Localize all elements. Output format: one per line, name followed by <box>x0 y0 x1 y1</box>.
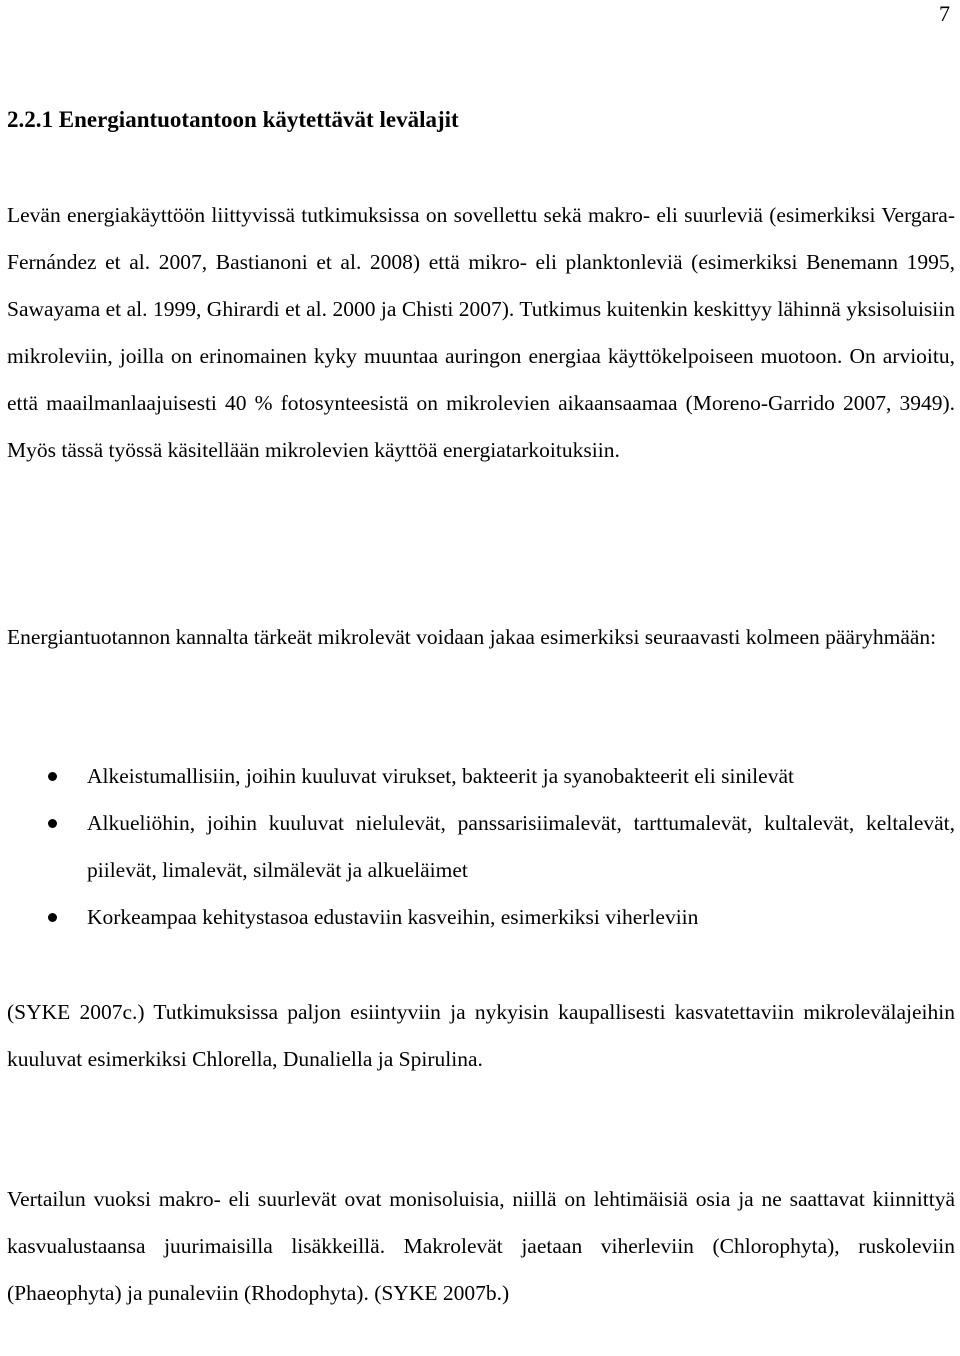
section-heading: 2.2.1 Energiantuotantoon käytettävät levälajit <box>7 107 459 132</box>
list-item <box>0 800 955 894</box>
bullet-icon <box>48 913 57 922</box>
bullet-icon <box>48 819 57 828</box>
paragraph-species: (SYKE 2007c.) Tutkimuksissa paljon esiintyviin ja nykyisin kaupallisesti kasvatettaviin mikrolevälajeihin kuuluvat esimerkiksi Chlorella, Dunaliella ja Spirulina. <box>7 1000 955 1071</box>
paragraph-macroalgae: Vertailun vuoksi makro- eli suurlevät ovat monisoluisia, niillä on lehtimäisiä osia ja ne saattavat kiinnittyä kasvualustaansa juurimaisilla lisäkkeillä. Makrolevät jaetaan viherleviin (Chlorophyta), ruskoleviin (Phaeophyta) ja punaleviin (Rhodophyta). (SYKE 2007b.) <box>7 1187 955 1305</box>
page-number: 7 <box>939 1 950 26</box>
list-item-text: Alkueliöhin, joihin kuuluvat nielulevät, panssarisiimalevät, tarttumalevät, kultalevät, keltalevät, piilevät, limalevät, silmälevät ja alkueläimet <box>87 811 955 882</box>
bullet-icon <box>48 772 57 781</box>
microalgae-group-list <box>0 753 955 941</box>
list-item-text: Korkeampaa kehitystasoa edustaviin kasveihin, esimerkiksi viherleviin <box>87 905 699 929</box>
list-item <box>0 753 955 800</box>
paragraph-intro: Levän energiakäyttöön liittyvissä tutkimuksissa on sovellettu sekä makro- eli suurleviä (esimerkiksi Vergara-Fernández et al. 2007, Bastianoni et al. 2008) että mikro- eli planktonleviä (esimerkiksi Benemann 1995, Sawayama et al. 1999, Ghirardi et al. 2000 ja Chisti 2007). Tutkimus kuitenkin keskittyy lähinnä yksisoluisiin mikroleviin, joilla on erinomainen kyky muuntaa auringon energiaa käyttökelpoiseen muotoon. On arvioitu, että maailmanlaajuisesti 40 % fotosynteesistä on mikrolevien aikaansaamaa (Moreno-Garrido 2007, 3949). Myös tässä työssä käsitellään mikrolevien käyttöä energiatarkoituksiin. <box>7 203 955 462</box>
paragraph-groups-intro: Energiantuotannon kannalta tärkeät mikrolevät voidaan jakaa esimerkiksi seuraavasti kolmeen pääryhmään: <box>7 625 937 649</box>
list-item-text: Alkeistumallisiin, joihin kuuluvat virukset, bakteerit ja syanobakteerit eli sinilevät <box>87 764 794 788</box>
list-item <box>0 894 955 941</box>
